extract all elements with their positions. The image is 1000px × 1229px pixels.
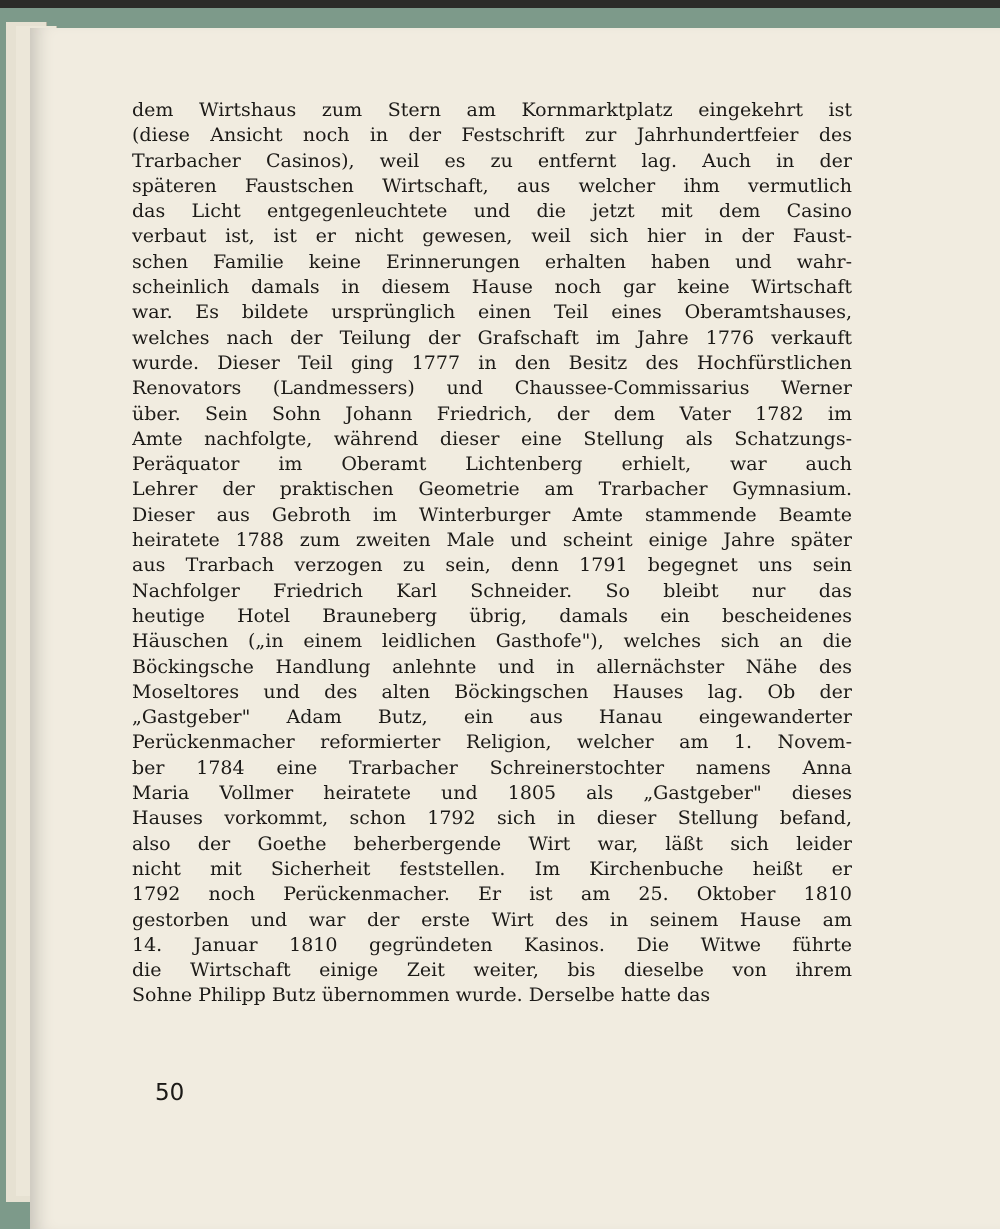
text-line: heiratete 1788 zum zweiten Male und scheint einige Jahre später [132, 529, 852, 552]
text-line: wurde. Dieser Teil ging 1777 in den Besitz des Hochfürstlichen [132, 351, 852, 374]
text-line: nicht mit Sicherheit feststellen. Im Kirchenbuche heißt er [132, 857, 852, 880]
text-line: ber 1784 eine Trarbacher Schreinerstochter namens Anna [132, 756, 852, 779]
text-line: Dieser aus Gebroth im Winterburger Amte stammende Beamte [132, 503, 852, 526]
text-line: über. Sein Sohn Johann Friedrich, der dem Vater 1782 im [132, 402, 852, 425]
text-line: also der Goethe beherbergende Wirt war, läßt sich leider [132, 832, 852, 855]
text-line: 14. Januar 1810 gegründeten Kasinos. Die Witwe führte [132, 933, 852, 956]
text-line: scheinlich damals in diesem Hause noch gar keine Wirtschaft [132, 276, 852, 299]
text-line: Trarbacher Casinos), weil es zu entfernt lag. Auch in der [132, 149, 852, 172]
text-line: dem Wirtshaus zum Stern am Kornmarktplatz eingekehrt ist [132, 99, 852, 121]
body-text [132, 98, 852, 1009]
text-line: Peräquator im Oberamt Lichtenberg erhielt, war auch [132, 453, 852, 476]
text-line: Nachfolger Friedrich Karl Schneider. So bleibt nur das [132, 579, 852, 602]
text-line: die Wirtschaft einige Zeit weiter, bis dieselbe von ihrem [132, 959, 852, 982]
text-line: schen Familie keine Erinnerungen erhalten haben und wahr- [132, 250, 852, 273]
text-line: Maria Vollmer heiratete und 1805 als „Gastgeber" dieses [132, 782, 852, 805]
text-line: das Licht entgegenleuchtete und die jetzt mit dem Casino [132, 200, 852, 223]
text-line: Sohne Philipp Butz übernommen wurde. Derselbe hatte das [132, 984, 711, 1007]
page-number: 50 [155, 1080, 185, 1106]
text-line: verbaut ist, ist er nicht gewesen, weil sich hier in der Faust- [132, 225, 852, 248]
text-line: war. Es bildete ursprünglich einen Teil eines Oberamtshauses, [132, 301, 852, 324]
text-line: späteren Faustschen Wirtschaft, aus welcher ihm vermutlich [132, 174, 852, 197]
text-line: gestorben und war der erste Wirt des in seinem Hause am [132, 908, 852, 931]
text-line: Moseltores und des alten Böckingschen Hauses lag. Ob der [132, 680, 852, 703]
text-line: 1792 noch Perückenmacher. Er ist am 25. Oktober 1810 [132, 883, 852, 906]
text-line: Lehrer der praktischen Geometrie am Trarbacher Gymnasium. [132, 478, 852, 501]
text-line: Renovators (Landmessers) und Chaussee-Commissarius Werner [132, 377, 852, 400]
text-line: Amte nachfolgte, während dieser eine Stellung als Schatzungs- [132, 427, 852, 450]
text-line: Böckingsche Handlung anlehnte und in allernächster Nähe des [132, 655, 852, 678]
text-line: Perückenmacher reformierter Religion, welcher am 1. Novem- [132, 731, 852, 754]
text-line: aus Trarbach verzogen zu sein, denn 1791 begegnet uns sein [132, 554, 852, 577]
text-line: Häuschen („in einem leidlichen Gasthofe"), welches sich an die [132, 630, 852, 653]
text-line: (diese Ansicht noch in der Festschrift zur Jahrhundertfeier des [132, 124, 852, 147]
text-line: welches nach der Teilung der Grafschaft im Jahre 1776 verkauft [132, 326, 852, 349]
text-line: heutige Hotel Brauneberg übrig, damals ein bescheidenes [132, 604, 852, 627]
text-line: Hauses vorkommt, schon 1792 sich in dieser Stellung befand, [132, 807, 852, 830]
text-line: „Gastgeber" Adam Butz, ein aus Hanau eingewanderter [132, 706, 852, 729]
